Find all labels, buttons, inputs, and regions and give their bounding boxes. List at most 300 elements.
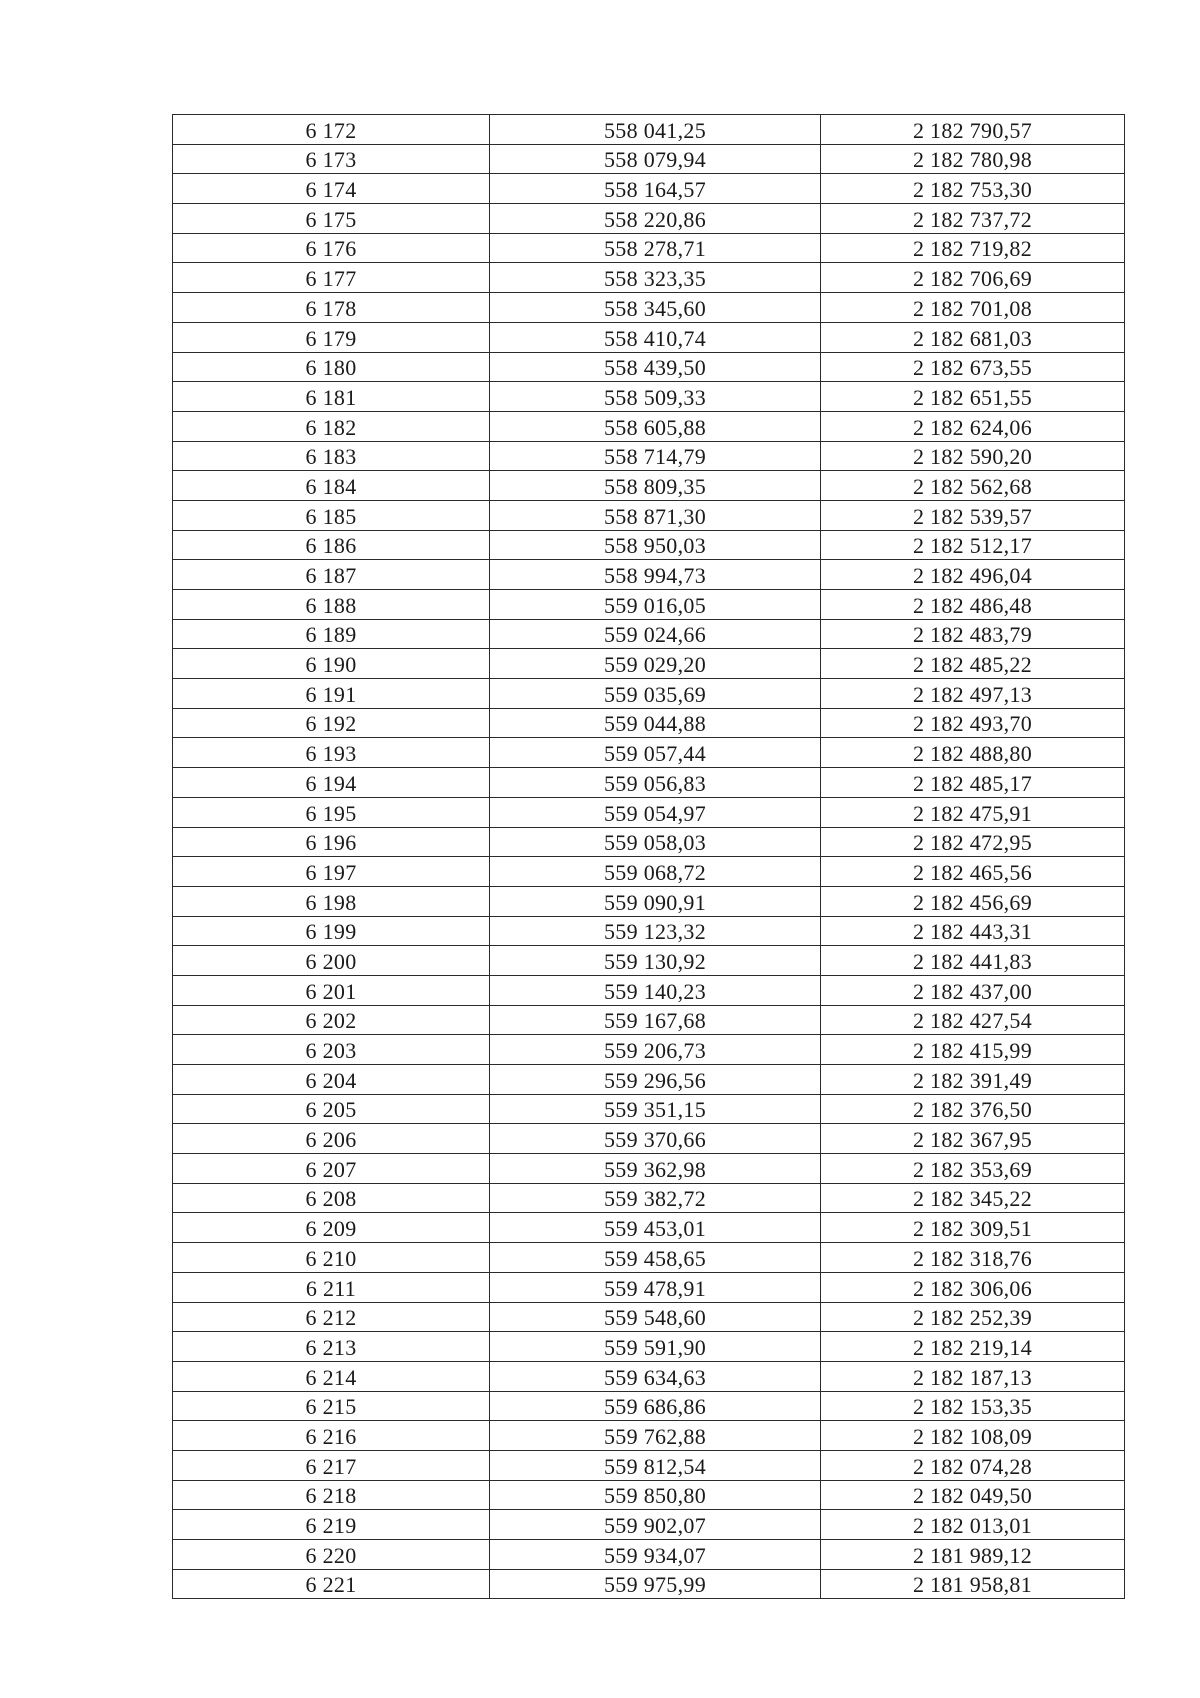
x-coordinate-text: 558 345,60 — [604, 295, 706, 321]
x-coordinate-cell — [490, 886, 821, 916]
x-coordinate-text: 559 024,66 — [604, 622, 706, 648]
y-coordinate-cell — [821, 1213, 1125, 1243]
y-coordinate-cell — [821, 204, 1125, 234]
x-coordinate-cell — [490, 1361, 821, 1391]
table-row — [173, 1154, 1125, 1184]
x-coordinate-text: 558 278,71 — [604, 236, 706, 262]
point-number-cell — [173, 1094, 490, 1124]
y-coordinate-text: 2 182 013,01 — [912, 1513, 1033, 1538]
point-number-cell — [173, 1332, 490, 1362]
table-row — [173, 619, 1125, 649]
point-number-text: 6 202 — [305, 1008, 357, 1034]
table-row — [173, 233, 1125, 263]
y-coordinate-cell — [821, 411, 1125, 441]
table-row — [173, 204, 1125, 234]
point-number-text: 6 199 — [305, 919, 357, 945]
point-number-cell — [173, 293, 490, 323]
y-coordinate-text: 2 182 701,08 — [912, 295, 1033, 321]
y-coordinate-text: 2 182 427,54 — [912, 1008, 1033, 1034]
y-coordinate-text: 2 182 441,83 — [912, 948, 1033, 974]
x-coordinate-cell — [490, 1094, 821, 1124]
x-coordinate-cell — [490, 1332, 821, 1362]
point-number-cell — [173, 679, 490, 709]
point-number-text: 6 191 — [305, 681, 357, 707]
table-row — [173, 975, 1125, 1005]
x-coordinate-cell — [490, 738, 821, 768]
point-number-cell — [173, 530, 490, 560]
point-number-cell — [173, 1540, 490, 1570]
y-coordinate-cell — [821, 1450, 1125, 1480]
point-number-text: 6 200 — [305, 948, 357, 974]
point-number-cell — [173, 738, 490, 768]
y-coordinate-text: 2 182 345,22 — [912, 1186, 1033, 1212]
x-coordinate-cell — [490, 1480, 821, 1510]
point-number-cell — [173, 174, 490, 204]
x-coordinate-cell — [490, 1005, 821, 1035]
point-number-text: 6 179 — [305, 325, 357, 351]
y-coordinate-cell — [821, 441, 1125, 471]
y-coordinate-text: 2 182 353,69 — [912, 1156, 1033, 1182]
y-coordinate-cell — [821, 886, 1125, 916]
x-coordinate-text: 559 140,23 — [604, 978, 706, 1004]
point-number-text: 6 201 — [305, 978, 357, 1004]
x-coordinate-cell — [490, 1065, 821, 1095]
x-coordinate-text: 559 975,99 — [604, 1572, 706, 1598]
x-coordinate-cell — [490, 1183, 821, 1213]
x-coordinate-cell — [490, 1124, 821, 1154]
point-number-text: 6 220 — [305, 1542, 357, 1568]
x-coordinate-text: 559 056,83 — [604, 770, 706, 796]
y-coordinate-cell — [821, 738, 1125, 768]
x-coordinate-text: 559 591,90 — [604, 1334, 706, 1360]
y-coordinate-text: 2 182 472,95 — [912, 830, 1033, 856]
x-coordinate-cell — [490, 293, 821, 323]
table-row — [173, 382, 1125, 412]
y-coordinate-cell — [821, 1391, 1125, 1421]
y-coordinate-text: 2 182 493,70 — [912, 711, 1033, 737]
x-coordinate-cell — [490, 1450, 821, 1480]
x-coordinate-text: 558 220,86 — [604, 206, 706, 232]
y-coordinate-text: 2 182 539,57 — [912, 503, 1033, 529]
x-coordinate-cell — [490, 1540, 821, 1570]
y-coordinate-cell — [821, 590, 1125, 620]
point-number-text: 6 180 — [305, 355, 357, 381]
x-coordinate-text: 558 871,30 — [604, 503, 706, 529]
point-number-cell — [173, 1005, 490, 1035]
y-coordinate-cell — [821, 1094, 1125, 1124]
x-coordinate-cell — [490, 352, 821, 382]
x-coordinate-text: 559 016,05 — [604, 592, 706, 618]
point-number-text: 6 204 — [305, 1067, 357, 1093]
table-row — [173, 1361, 1125, 1391]
y-coordinate-text: 2 182 391,49 — [912, 1067, 1033, 1093]
y-coordinate-cell — [821, 946, 1125, 976]
point-number-text: 6 209 — [305, 1216, 357, 1242]
x-coordinate-cell — [490, 174, 821, 204]
point-number-cell — [173, 916, 490, 946]
point-number-text: 6 174 — [305, 177, 357, 203]
y-coordinate-cell — [821, 1272, 1125, 1302]
x-coordinate-cell — [490, 144, 821, 174]
y-coordinate-text: 2 182 443,31 — [912, 919, 1033, 945]
table-row — [173, 560, 1125, 590]
table-row — [173, 352, 1125, 382]
x-coordinate-cell — [490, 1510, 821, 1540]
point-number-cell — [173, 619, 490, 649]
table-row — [173, 916, 1125, 946]
x-coordinate-cell — [490, 1569, 821, 1599]
x-coordinate-cell — [490, 560, 821, 590]
x-coordinate-cell — [490, 322, 821, 352]
point-number-text: 6 192 — [305, 711, 357, 737]
y-coordinate-cell — [821, 560, 1125, 590]
table-row — [173, 738, 1125, 768]
point-number-cell — [173, 708, 490, 738]
point-number-text: 6 217 — [305, 1453, 357, 1479]
point-number-text: 6 178 — [305, 295, 357, 321]
x-coordinate-text: 558 041,25 — [604, 117, 706, 143]
x-coordinate-cell — [490, 946, 821, 976]
x-coordinate-cell — [490, 411, 821, 441]
y-coordinate-text: 2 182 219,14 — [912, 1334, 1033, 1360]
point-number-cell — [173, 886, 490, 916]
x-coordinate-cell — [490, 382, 821, 412]
table-row — [173, 1302, 1125, 1332]
x-coordinate-text: 559 130,92 — [604, 948, 706, 974]
y-coordinate-cell — [821, 827, 1125, 857]
x-coordinate-text: 558 809,35 — [604, 473, 706, 499]
x-coordinate-text: 559 850,80 — [604, 1483, 706, 1509]
x-coordinate-text: 558 164,57 — [604, 177, 706, 203]
x-coordinate-text: 558 950,03 — [604, 533, 706, 559]
y-coordinate-text: 2 182 485,22 — [912, 652, 1033, 678]
y-coordinate-text: 2 182 673,55 — [912, 355, 1033, 381]
point-number-text: 6 182 — [305, 414, 357, 440]
y-coordinate-text: 2 182 108,09 — [912, 1423, 1033, 1449]
point-number-text: 6 213 — [305, 1334, 357, 1360]
table-row — [173, 263, 1125, 293]
x-coordinate-text: 559 029,20 — [604, 652, 706, 678]
x-coordinate-cell — [490, 619, 821, 649]
x-coordinate-text: 558 714,79 — [604, 444, 706, 470]
point-number-text: 6 212 — [305, 1305, 357, 1331]
x-coordinate-cell — [490, 590, 821, 620]
y-coordinate-text: 2 182 483,79 — [912, 622, 1033, 648]
x-coordinate-cell — [490, 115, 821, 145]
y-coordinate-cell — [821, 649, 1125, 679]
x-coordinate-text: 559 902,07 — [604, 1513, 706, 1538]
point-number-cell — [173, 768, 490, 798]
x-coordinate-text: 559 458,65 — [604, 1245, 706, 1271]
point-number-cell — [173, 441, 490, 471]
y-coordinate-cell — [821, 1243, 1125, 1273]
table-row — [173, 1391, 1125, 1421]
y-coordinate-text: 2 181 958,81 — [912, 1572, 1033, 1598]
y-coordinate-text: 2 182 456,69 — [912, 889, 1033, 915]
point-number-text: 6 208 — [305, 1186, 357, 1212]
x-coordinate-cell — [490, 500, 821, 530]
point-number-text: 6 196 — [305, 830, 357, 856]
y-coordinate-text: 2 182 485,17 — [912, 770, 1033, 796]
table-row — [173, 827, 1125, 857]
y-coordinate-text: 2 182 681,03 — [912, 325, 1033, 351]
x-coordinate-text: 558 994,73 — [604, 563, 706, 588]
table-row — [173, 1183, 1125, 1213]
x-coordinate-text: 558 079,94 — [604, 147, 706, 173]
y-coordinate-text: 2 182 737,72 — [912, 206, 1033, 232]
x-coordinate-cell — [490, 263, 821, 293]
point-number-text: 6 172 — [305, 117, 357, 143]
x-coordinate-cell — [490, 1421, 821, 1451]
point-number-cell — [173, 1183, 490, 1213]
x-coordinate-cell — [490, 797, 821, 827]
point-number-cell — [173, 975, 490, 1005]
point-number-cell — [173, 1450, 490, 1480]
y-coordinate-text: 2 182 153,35 — [912, 1394, 1033, 1420]
y-coordinate-cell — [821, 708, 1125, 738]
point-number-cell — [173, 1391, 490, 1421]
x-coordinate-text: 559 068,72 — [604, 859, 706, 885]
point-number-cell — [173, 263, 490, 293]
y-coordinate-cell — [821, 768, 1125, 798]
point-number-text: 6 198 — [305, 889, 357, 915]
x-coordinate-text: 559 382,72 — [604, 1186, 706, 1212]
table-row — [173, 1094, 1125, 1124]
table-row — [173, 768, 1125, 798]
x-coordinate-text: 558 605,88 — [604, 414, 706, 440]
table-row — [173, 1124, 1125, 1154]
point-number-text: 6 185 — [305, 503, 357, 529]
table-row — [173, 174, 1125, 204]
y-coordinate-cell — [821, 857, 1125, 887]
table-row — [173, 1540, 1125, 1570]
point-number-cell — [173, 471, 490, 501]
y-coordinate-cell — [821, 679, 1125, 709]
point-number-text: 6 186 — [305, 533, 357, 559]
point-number-text: 6 210 — [305, 1245, 357, 1271]
y-coordinate-cell — [821, 1421, 1125, 1451]
x-coordinate-text: 559 370,66 — [604, 1127, 706, 1153]
table-row — [173, 886, 1125, 916]
table-row — [173, 500, 1125, 530]
y-coordinate-cell — [821, 916, 1125, 946]
table-row — [173, 1421, 1125, 1451]
point-number-cell — [173, 590, 490, 620]
point-number-text: 6 218 — [305, 1483, 357, 1509]
point-number-text: 6 177 — [305, 266, 357, 292]
point-number-text: 6 211 — [305, 1275, 357, 1301]
x-coordinate-text: 559 123,32 — [604, 919, 706, 945]
table-row — [173, 1480, 1125, 1510]
y-coordinate-text: 2 182 318,76 — [912, 1245, 1033, 1271]
x-coordinate-cell — [490, 1243, 821, 1273]
point-number-cell — [173, 322, 490, 352]
y-coordinate-cell — [821, 1569, 1125, 1599]
table-row — [173, 857, 1125, 887]
table-row — [173, 1272, 1125, 1302]
point-number-cell — [173, 1361, 490, 1391]
point-number-cell — [173, 144, 490, 174]
y-coordinate-text: 2 182 780,98 — [912, 147, 1033, 173]
table-row — [173, 797, 1125, 827]
y-coordinate-cell — [821, 1540, 1125, 1570]
point-number-cell — [173, 115, 490, 145]
point-number-text: 6 195 — [305, 800, 357, 826]
y-coordinate-cell — [821, 233, 1125, 263]
table-row — [173, 1005, 1125, 1035]
x-coordinate-cell — [490, 916, 821, 946]
table-row — [173, 708, 1125, 738]
y-coordinate-cell — [821, 619, 1125, 649]
table-row — [173, 1450, 1125, 1480]
y-coordinate-cell — [821, 144, 1125, 174]
point-number-text: 6 193 — [305, 741, 357, 767]
x-coordinate-cell — [490, 1391, 821, 1421]
x-coordinate-text: 559 206,73 — [604, 1038, 706, 1063]
x-coordinate-text: 559 057,44 — [604, 741, 706, 767]
y-coordinate-cell — [821, 1005, 1125, 1035]
x-coordinate-text: 559 090,91 — [604, 889, 706, 915]
point-number-text: 6 206 — [305, 1127, 357, 1153]
point-number-cell — [173, 1124, 490, 1154]
y-coordinate-text: 2 182 562,68 — [912, 473, 1033, 499]
y-coordinate-text: 2 182 753,30 — [912, 177, 1033, 203]
y-coordinate-text: 2 182 719,82 — [912, 236, 1033, 262]
point-number-text: 6 214 — [305, 1364, 357, 1390]
y-coordinate-text: 2 182 590,20 — [912, 444, 1033, 470]
table-row — [173, 441, 1125, 471]
point-number-cell — [173, 797, 490, 827]
coordinates-table-body — [173, 115, 1125, 1599]
point-number-cell — [173, 411, 490, 441]
y-coordinate-text: 2 182 624,06 — [912, 414, 1033, 440]
point-number-cell — [173, 1213, 490, 1243]
y-coordinate-text: 2 182 497,13 — [912, 681, 1033, 707]
x-coordinate-cell — [490, 233, 821, 263]
x-coordinate-cell — [490, 1272, 821, 1302]
y-coordinate-cell — [821, 1332, 1125, 1362]
x-coordinate-text: 559 762,88 — [604, 1423, 706, 1449]
y-coordinate-cell — [821, 1035, 1125, 1065]
point-number-text: 6 175 — [305, 206, 357, 232]
x-coordinate-text: 559 054,97 — [604, 800, 706, 826]
point-number-cell — [173, 204, 490, 234]
x-coordinate-text: 559 351,15 — [604, 1097, 706, 1123]
x-coordinate-cell — [490, 1154, 821, 1184]
x-coordinate-text: 559 167,68 — [604, 1008, 706, 1034]
y-coordinate-text: 2 182 488,80 — [912, 741, 1033, 767]
x-coordinate-cell — [490, 768, 821, 798]
y-coordinate-cell — [821, 1154, 1125, 1184]
x-coordinate-text: 559 044,88 — [604, 711, 706, 737]
y-coordinate-text: 2 182 415,99 — [912, 1038, 1033, 1063]
y-coordinate-text: 2 182 475,91 — [912, 800, 1033, 826]
point-number-text: 6 190 — [305, 652, 357, 678]
point-number-text: 6 203 — [305, 1038, 357, 1063]
point-number-text: 6 184 — [305, 473, 357, 499]
y-coordinate-cell — [821, 1183, 1125, 1213]
point-number-cell — [173, 382, 490, 412]
y-coordinate-text: 2 182 651,55 — [912, 384, 1033, 410]
x-coordinate-text: 558 323,35 — [604, 266, 706, 292]
table-row — [173, 1243, 1125, 1273]
y-coordinate-cell — [821, 115, 1125, 145]
y-coordinate-text: 2 182 306,06 — [912, 1275, 1033, 1301]
x-coordinate-text: 559 296,56 — [604, 1067, 706, 1093]
x-coordinate-cell — [490, 649, 821, 679]
point-number-text: 6 205 — [305, 1097, 357, 1123]
point-number-cell — [173, 946, 490, 976]
x-coordinate-cell — [490, 471, 821, 501]
y-coordinate-text: 2 182 074,28 — [912, 1453, 1033, 1479]
point-number-cell — [173, 233, 490, 263]
point-number-text: 6 197 — [305, 859, 357, 885]
point-number-text: 6 194 — [305, 770, 357, 796]
table-row — [173, 946, 1125, 976]
y-coordinate-cell — [821, 530, 1125, 560]
y-coordinate-text: 2 182 376,50 — [912, 1097, 1033, 1123]
y-coordinate-text: 2 182 252,39 — [912, 1305, 1033, 1331]
point-number-text: 6 173 — [305, 147, 357, 173]
point-number-cell — [173, 1272, 490, 1302]
x-coordinate-text: 558 410,74 — [604, 325, 706, 351]
point-number-text: 6 221 — [305, 1572, 357, 1598]
x-coordinate-text: 559 686,86 — [604, 1394, 706, 1420]
x-coordinate-text: 559 934,07 — [604, 1542, 706, 1568]
x-coordinate-cell — [490, 827, 821, 857]
y-coordinate-cell — [821, 500, 1125, 530]
table-row — [173, 590, 1125, 620]
x-coordinate-text: 559 548,60 — [604, 1305, 706, 1331]
x-coordinate-cell — [490, 1035, 821, 1065]
table-row — [173, 293, 1125, 323]
point-number-cell — [173, 1154, 490, 1184]
y-coordinate-text: 2 182 512,17 — [912, 533, 1033, 559]
x-coordinate-cell — [490, 530, 821, 560]
point-number-cell — [173, 649, 490, 679]
point-number-cell — [173, 1421, 490, 1451]
x-coordinate-text: 559 058,03 — [604, 830, 706, 856]
y-coordinate-text: 2 182 049,50 — [912, 1483, 1033, 1509]
y-coordinate-cell — [821, 975, 1125, 1005]
table-row — [173, 1510, 1125, 1540]
x-coordinate-text: 559 812,54 — [604, 1453, 706, 1479]
y-coordinate-text: 2 182 367,95 — [912, 1127, 1033, 1153]
point-number-text: 6 219 — [305, 1513, 357, 1538]
point-number-text: 6 188 — [305, 592, 357, 618]
point-number-cell — [173, 1569, 490, 1599]
point-number-cell — [173, 1243, 490, 1273]
y-coordinate-cell — [821, 174, 1125, 204]
point-number-text: 6 183 — [305, 444, 357, 470]
y-coordinate-cell — [821, 352, 1125, 382]
point-number-text: 6 207 — [305, 1156, 357, 1182]
y-coordinate-text: 2 182 187,13 — [912, 1364, 1033, 1390]
point-number-cell — [173, 857, 490, 887]
x-coordinate-cell — [490, 708, 821, 738]
y-coordinate-text: 2 182 790,57 — [912, 117, 1033, 143]
y-coordinate-text: 2 182 486,48 — [912, 592, 1033, 618]
table-row — [173, 471, 1125, 501]
x-coordinate-text: 559 362,98 — [604, 1156, 706, 1182]
point-number-text: 6 181 — [305, 384, 357, 410]
x-coordinate-cell — [490, 441, 821, 471]
y-coordinate-text: 2 182 465,56 — [912, 859, 1033, 885]
point-number-cell — [173, 1065, 490, 1095]
table-row — [173, 1035, 1125, 1065]
point-number-cell — [173, 1510, 490, 1540]
x-coordinate-cell — [490, 975, 821, 1005]
